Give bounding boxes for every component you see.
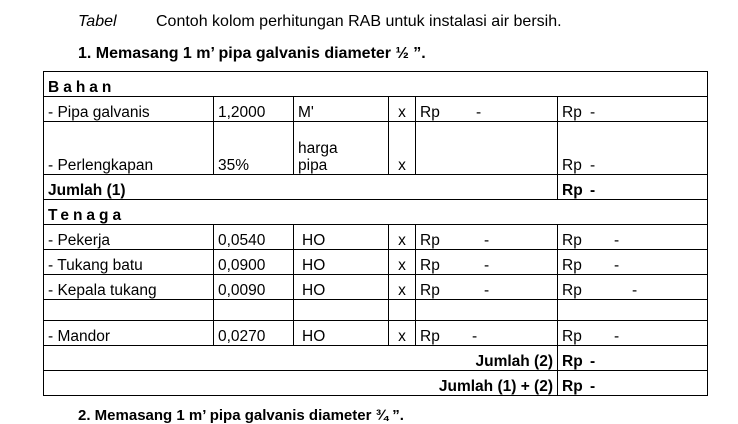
rab-table bbox=[43, 71, 708, 396]
section-row-bahan bbox=[44, 72, 708, 97]
caption-text: Contoh kolom perhitungan RAB untuk instalasi air bersih. bbox=[156, 13, 562, 30]
unit-cell: HO bbox=[294, 275, 389, 300]
section-heading: 1. Memasang 1 m’ pipa galvanis diameter ½ ”. bbox=[78, 45, 426, 62]
coefficient-cell: 35% bbox=[214, 122, 294, 175]
jumlah2-value: Rp - bbox=[558, 346, 708, 371]
price-cell: Rp - bbox=[416, 97, 558, 122]
unit-cell: harga pipa bbox=[294, 122, 389, 175]
coefficient-cell: 0,0270 bbox=[214, 321, 294, 346]
table-row bbox=[44, 275, 708, 300]
total-cell: Rp - bbox=[558, 275, 708, 300]
price-cell bbox=[416, 122, 558, 175]
unit-cell: HO bbox=[294, 250, 389, 275]
multiply-cell: x bbox=[389, 250, 416, 275]
item-cell: - Perlengkapan bbox=[44, 122, 214, 175]
unit-cell: HO bbox=[294, 225, 389, 250]
multiply-cell: x bbox=[389, 275, 416, 300]
multiply-cell: x bbox=[389, 321, 416, 346]
price-cell: Rp - bbox=[416, 250, 558, 275]
coefficient-cell: 0,0900 bbox=[214, 250, 294, 275]
table-row bbox=[44, 250, 708, 275]
item-cell: - Pipa galvanis bbox=[44, 97, 214, 122]
jumlah1-label: Jumlah (1) bbox=[44, 175, 558, 200]
subtotal-row bbox=[44, 175, 708, 200]
item-cell: - Kepala tukang bbox=[44, 275, 214, 300]
total-cell: Rp - bbox=[558, 321, 708, 346]
table-row bbox=[44, 225, 708, 250]
jumlah12-label: Jumlah (1) + (2) bbox=[44, 371, 558, 396]
price-cell: Rp - bbox=[416, 321, 558, 346]
jumlah12-value: Rp - bbox=[558, 371, 708, 396]
table-caption bbox=[78, 13, 562, 31]
multiply-cell: x bbox=[389, 225, 416, 250]
table-row bbox=[44, 321, 708, 346]
item-cell: - Pekerja bbox=[44, 225, 214, 250]
total-cell: Rp - bbox=[558, 122, 708, 175]
unit-cell: HO bbox=[294, 321, 389, 346]
next-section-heading: 2. Memasang 1 m’ pipa galvanis diameter ¾ ”. bbox=[78, 407, 404, 424]
caption-label: Tabel bbox=[78, 13, 117, 30]
coefficient-cell: 0,0540 bbox=[214, 225, 294, 250]
jumlah1-value: Rp - bbox=[558, 175, 708, 200]
total-cell: Rp - bbox=[558, 225, 708, 250]
coefficient-cell: 0,0090 bbox=[214, 275, 294, 300]
total-cell: Rp - bbox=[558, 97, 708, 122]
section-label-bahan: Bahan bbox=[44, 72, 708, 97]
multiply-cell: x bbox=[389, 122, 416, 175]
unit-cell: M' bbox=[294, 97, 389, 122]
table-row bbox=[44, 97, 708, 122]
price-cell: Rp - bbox=[416, 225, 558, 250]
section-row-tenaga bbox=[44, 200, 708, 225]
coefficient-cell: 1,2000 bbox=[214, 97, 294, 122]
total-cell: Rp - bbox=[558, 250, 708, 275]
price-cell: Rp - bbox=[416, 275, 558, 300]
section-label-tenaga: Tenaga bbox=[44, 200, 708, 225]
subtotal-row bbox=[44, 346, 708, 371]
multiply-cell: x bbox=[389, 97, 416, 122]
item-cell: - Tukang batu bbox=[44, 250, 214, 275]
item-cell: - Mandor bbox=[44, 321, 214, 346]
jumlah2-label: Jumlah (2) bbox=[44, 346, 558, 371]
empty-row bbox=[44, 300, 708, 321]
total-row bbox=[44, 371, 708, 396]
table-row bbox=[44, 122, 708, 175]
